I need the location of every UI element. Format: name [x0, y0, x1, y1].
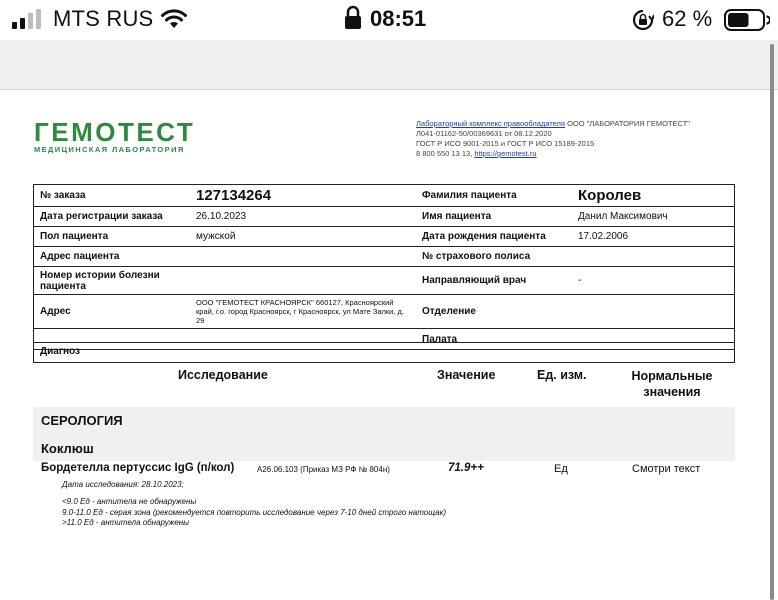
table-row [34, 185, 734, 207]
diagnosis-label: Диагноз [33, 342, 735, 363]
history-number-label: Номер истории болезни пациента [40, 269, 160, 292]
section-title: СЕРОЛОГИЯ [41, 413, 123, 428]
birth-date-value: 17.02.2006 [578, 231, 629, 242]
clock-time: 08:51 [370, 6, 427, 31]
logo-title: ГЕМОТЕСТ [34, 117, 196, 147]
table-row [34, 227, 734, 247]
birth-date-label: Дата рождения пациента [422, 231, 546, 242]
insurance-label: № страхового полиса [422, 251, 531, 262]
gemotest-logo [34, 117, 244, 154]
surname-value: Королев [578, 187, 642, 204]
doctor-value: - [578, 275, 582, 286]
reg-date-label: Дата регистрации заказа [40, 211, 163, 222]
doctor-label: Направляющий врач [422, 275, 527, 286]
order-label: № заказа [40, 190, 86, 201]
department-value [572, 295, 734, 328]
browser-toolbar [0, 40, 778, 90]
department-label: Отделение [422, 306, 476, 317]
sex-label: Пол пациента [40, 231, 109, 242]
test-value: 71.9++ [448, 462, 484, 474]
lab-info [416, 119, 746, 159]
lab-result-document [0, 91, 770, 600]
section-subtitle: Коклюш [41, 441, 94, 456]
lab-license: Л041-01162-50/00369631 от 08.12.2020 [416, 129, 552, 138]
table-row [34, 267, 734, 295]
lab-owner: ООО "ЛАБОРАТОРИЯ ГЕМОТЕСТ" [567, 119, 690, 128]
order-number: 127134264 [196, 187, 272, 204]
test-unit: Ед [554, 463, 568, 475]
lab-site-link[interactable]: https://gemotest.ru [474, 149, 537, 158]
patient-info-table [33, 184, 735, 350]
signal-icon [12, 9, 44, 29]
status-bar [0, 0, 778, 40]
insurance-value [572, 247, 734, 266]
wifi-icon [160, 8, 188, 30]
table-row [34, 247, 734, 267]
logo-subtitle: МЕДИЦИНСКАЯ ЛАБОРАТОРИЯ [34, 145, 185, 154]
sex-value: мужской [196, 231, 236, 242]
value-column-header: Значение [437, 368, 496, 382]
history-number-value [190, 267, 416, 294]
table-row [34, 207, 734, 227]
reference-line: <9.0 Ед - антитела не обнаружены [62, 497, 197, 506]
address-label: Адрес [40, 306, 71, 317]
table-row [34, 295, 734, 329]
lock-icon [344, 5, 362, 30]
test-code: A26.06.103 (Приказ МЗ РФ № 804н) [257, 465, 390, 474]
serology-section [33, 407, 735, 461]
address-value: ООО "ГЕМОТЕСТ КРАСНОЯРСК" 660127, Красноярский край, г.о. город Красноярск, г Красноярск, ул Мате Залки, д. 29 [196, 298, 404, 325]
patient-address-value [190, 247, 416, 266]
patient-address-label: Адрес пациента [40, 251, 120, 262]
ward-label: Палата [422, 333, 458, 345]
lab-complex-link[interactable]: Лабораторный комплекс правообладателя [416, 119, 565, 128]
name-label: Имя пациента [422, 211, 492, 222]
normal-column-header: Нормальные значения [631, 369, 713, 399]
reference-ranges [62, 497, 446, 529]
rotation-lock-icon [632, 9, 654, 31]
test-name: Бордетелла пертуссис IgG (п/кол) [41, 462, 235, 474]
reg-date-value: 26.10.2023 [196, 211, 247, 222]
carrier-name: MTS RUS [53, 6, 154, 31]
reference-line: >11.0 Ед - антитела обнаружены [62, 518, 190, 527]
lab-standards: ГОСТ Р ИСО 9001-2015 и ГОСТ Р ИСО 15189-2015 [416, 139, 595, 148]
test-date: Дата исследования: 28.10.2023; [62, 480, 184, 489]
study-column-header: Исследование [178, 368, 268, 382]
battery-icon [724, 9, 770, 31]
lab-phone: 8 800 550 13 13, [416, 149, 473, 158]
name-value: Данил Максимович [578, 211, 668, 222]
unit-column-header: Ед. изм. [537, 368, 587, 382]
surname-label: Фамилия пациента [422, 190, 517, 201]
test-normal-value: Смотри текст [632, 463, 701, 475]
battery-percentage: 62 % [662, 6, 713, 31]
scrollbar[interactable] [770, 44, 774, 600]
reference-line: 9.0-11.0 Ед - серая зона (рекомендуется повторить исследование через 7-10 дней строго натощак) [62, 507, 447, 517]
